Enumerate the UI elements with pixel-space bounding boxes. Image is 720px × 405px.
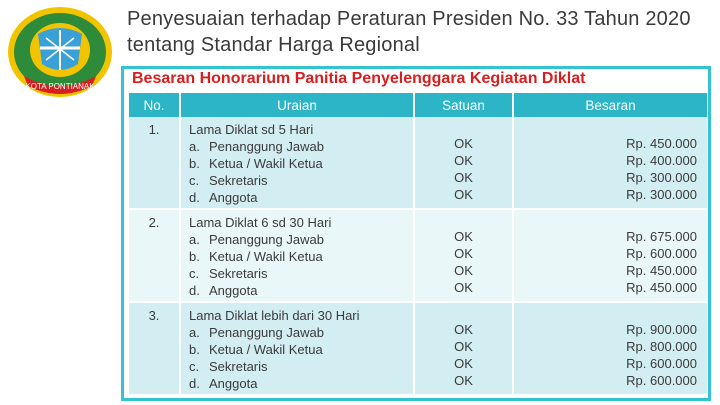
- item-key: a.: [189, 325, 200, 340]
- row-heading: Lama Diklat lebih dari 30 Hari: [189, 308, 360, 323]
- kota-pontianak-logo: [4, 4, 116, 100]
- satuan-value: OK: [454, 355, 473, 371]
- row-besaran: [513, 302, 707, 395]
- besaran-value: Rp. 450.000: [626, 262, 697, 278]
- item-label: Ketua / Wakil Ketua: [209, 156, 323, 171]
- page-title: Penyesuaian terhadap Peraturan Presiden No. 33 Tahun 2020 tentang Standar Harga Regional: [127, 8, 691, 56]
- list-item: [189, 265, 407, 282]
- besaran-value: Rp. 600.000: [626, 372, 697, 388]
- item-label: Sekretaris: [209, 359, 268, 374]
- satuan-value: OK: [454, 152, 473, 168]
- row-heading: Lama Diklat sd 5 Hari: [189, 122, 314, 137]
- besaran-value: Rp. 900.000: [626, 321, 697, 337]
- item-key: d.: [189, 283, 200, 298]
- row-besaran: [513, 117, 707, 209]
- header-satuan: Satuan: [414, 93, 513, 117]
- besaran-value: Rp. 300.000: [626, 169, 697, 185]
- row-satuan: [414, 209, 513, 302]
- row-besaran: [513, 209, 707, 302]
- header-no: No.: [129, 93, 180, 117]
- satuan-value: OK: [454, 135, 473, 151]
- list-item: [189, 231, 407, 248]
- item-label: Anggota: [209, 190, 258, 205]
- list-item: [189, 324, 407, 341]
- header-besaran: Besaran: [513, 93, 707, 117]
- list-item: [189, 155, 407, 172]
- list-item: [189, 375, 407, 392]
- row-satuan: [414, 117, 513, 209]
- logo-label: KOTA PONTIANAK: [25, 82, 95, 91]
- header-uraian: Uraian: [180, 93, 414, 117]
- item-label: Anggota: [209, 283, 258, 298]
- satuan-value: OK: [454, 245, 473, 261]
- item-label: Sekretaris: [209, 266, 268, 281]
- table-row: [129, 117, 707, 209]
- list-item: [189, 341, 407, 358]
- satuan-value: OK: [454, 228, 473, 244]
- item-key: b.: [189, 342, 200, 357]
- item-key: d.: [189, 190, 200, 205]
- satuan-value: OK: [454, 338, 473, 354]
- row-satuan: [414, 302, 513, 395]
- item-key: c.: [189, 266, 200, 281]
- satuan-value: OK: [454, 186, 473, 202]
- besaran-value: Rp. 400.000: [626, 152, 697, 168]
- item-key: c.: [189, 173, 200, 188]
- item-label: Penanggung Jawab: [209, 139, 324, 154]
- besaran-value: Rp. 600.000: [626, 355, 697, 371]
- list-item: [189, 172, 407, 189]
- list-item: [189, 189, 407, 206]
- table-header-row: [129, 93, 707, 117]
- item-key: a.: [189, 232, 200, 247]
- table-subtitle: Besaran Honorarium Panitia Penyelenggara Kegiatan Diklat: [132, 70, 586, 87]
- row-description: [180, 302, 414, 395]
- besaran-value: Rp. 300.000: [626, 186, 697, 202]
- list-item: [189, 248, 407, 265]
- satuan-value: OK: [454, 372, 473, 388]
- item-label: Anggota: [209, 376, 258, 391]
- item-label: Sekretaris: [209, 173, 268, 188]
- item-label: Penanggung Jawab: [209, 232, 324, 247]
- list-item: [189, 358, 407, 375]
- satuan-value: OK: [454, 262, 473, 278]
- item-key: d.: [189, 376, 200, 391]
- row-description: [180, 117, 414, 209]
- honorarium-table: [129, 93, 707, 396]
- besaran-value: Rp. 450.000: [626, 135, 697, 151]
- item-label: Ketua / Wakil Ketua: [209, 249, 323, 264]
- row-number: 3.: [129, 302, 180, 395]
- satuan-value: OK: [454, 321, 473, 337]
- besaran-value: Rp. 600.000: [626, 245, 697, 261]
- satuan-value: OK: [454, 279, 473, 295]
- item-key: b.: [189, 156, 200, 171]
- item-label: Penanggung Jawab: [209, 325, 324, 340]
- row-number: 1.: [129, 117, 180, 209]
- item-key: b.: [189, 249, 200, 264]
- row-description: [180, 209, 414, 302]
- table-row: [129, 302, 707, 395]
- list-item: [189, 282, 407, 299]
- besaran-value: Rp. 450.000: [626, 279, 697, 295]
- item-key: a.: [189, 139, 200, 154]
- satuan-value: OK: [454, 169, 473, 185]
- besaran-value: Rp. 675.000: [626, 228, 697, 244]
- row-heading: Lama Diklat 6 sd 30 Hari: [189, 215, 332, 230]
- besaran-value: Rp. 800.000: [626, 338, 697, 354]
- row-number: 2.: [129, 209, 180, 302]
- item-label: Ketua / Wakil Ketua: [209, 342, 323, 357]
- table-row: [129, 209, 707, 302]
- item-key: c.: [189, 359, 200, 374]
- list-item: [189, 138, 407, 155]
